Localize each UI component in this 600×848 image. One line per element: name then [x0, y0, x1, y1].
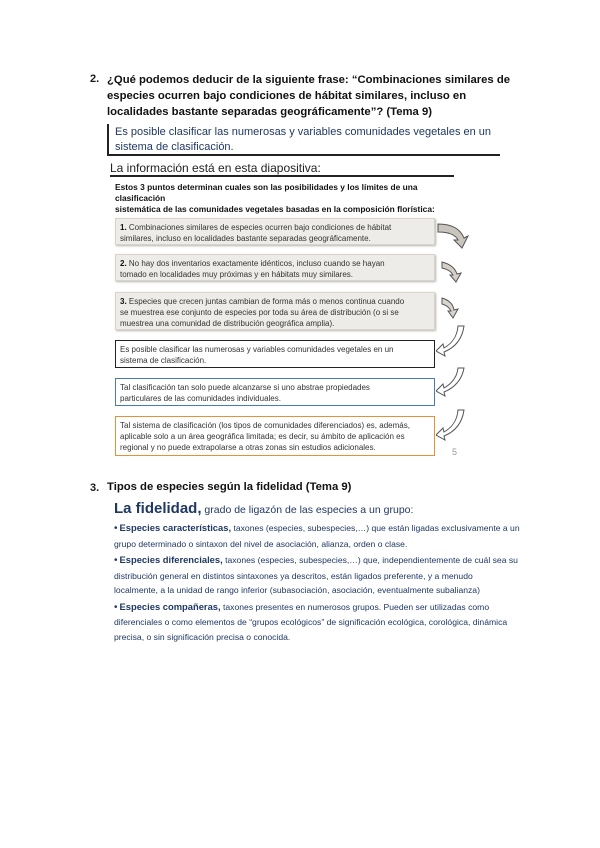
item-text: precisa, o sin significación precisa o conocida.: [114, 631, 291, 642]
slide-page-number: 5: [452, 447, 458, 457]
slide-intro-line: sistemática de las comunidades vegetales basadas en la composición florística:: [115, 204, 435, 214]
question-2-line: ¿Qué podemos deducir de la siguiente frase: “Combinaciones similares de: [107, 74, 511, 86]
question-2-number: 2.: [90, 73, 100, 85]
bullet-icon: •: [114, 601, 118, 613]
fidelity-definition: grado de ligazón de las especies a un grupo:: [201, 504, 414, 516]
point-number: 1.: [120, 223, 127, 232]
item-text: diferenciales o como elementos de “grupos ecológicos” de significación ecológica, corológica, dinámica: [114, 617, 508, 627]
point-number: 3.: [120, 297, 127, 306]
conclusion-line: Tal sistema de clasificación (los tipos de comunidades diferenciados) es, además,: [120, 421, 410, 430]
point-text: Especies que crecen juntas cambian de forma más o menos continua cuando: [126, 297, 405, 306]
slide-intro-line: Estos 3 puntos determinan cuales son las posibilidades y los límites de una clasificación: [115, 182, 418, 203]
curved-arrow-icon: [436, 410, 464, 440]
species-term: Especies diferenciales,: [119, 554, 223, 565]
item-text: taxones (especies, subespecies,…) que están ligadas exclusivamente a un: [231, 523, 520, 533]
info-label: La información está en esta diapositiva:: [110, 161, 321, 175]
point-line: [120, 296, 430, 307]
question-2-line: especies ocurren bajo condiciones de hábitat similares, incluso en: [107, 90, 467, 102]
slide-conclusion-3: [115, 416, 435, 456]
fidelity-term: La fidelidad,: [114, 500, 202, 517]
item-text: localmente, a la unidad de rango inferior (subasociación, asociación, eventualmente subalianza): [114, 585, 480, 595]
conclusion-line: particulares de las comunidades individuales.: [120, 394, 281, 403]
point-line: muestrea una comunidad de distribución geográfica amplia).: [120, 319, 335, 328]
conclusion-line: regional y no puede extrapolarse a otras zonas sin estudios adicionales.: [120, 443, 376, 452]
slide-arrows: [436, 218, 472, 458]
conclusion-line: Es posible clasificar las numerosas y variables comunidades vegetales en un: [120, 345, 394, 354]
conclusion-line: aplicable solo a un área geográfica limitada; es decir, su ámbito de aplicación es: [120, 432, 405, 441]
item-text: taxones presentes en numerosos grupos. Pueden ser utilizadas como: [220, 601, 490, 612]
point-line: tomado en localidades muy próximas y en hábitats muy similares.: [120, 270, 353, 279]
list-item: [114, 521, 574, 551]
point-line: similares, incluso en localidades bastante separadas geográficamente.: [120, 234, 371, 243]
answer-box: [107, 124, 500, 156]
item-text: distribución general en distintos sintaxones ya descritos, están ligados preferente, y a menudo: [114, 570, 473, 581]
question-2-text: [107, 72, 547, 120]
conclusion-line: sistema de clasificación.: [120, 356, 207, 365]
point-line: [120, 222, 430, 233]
point-line: se muestrea ese conjunto de especies por toda su área de distribución (o si se: [120, 308, 399, 317]
fidelity-list: [114, 521, 574, 644]
slide-conclusion-2: [115, 378, 435, 406]
slide-point-1: [115, 218, 435, 245]
curved-arrow-icon: [438, 224, 468, 248]
answer-line: Es posible clasificar las numerosas y variables comunidades vegetales en un: [115, 126, 492, 138]
info-divider: [110, 175, 454, 177]
curved-arrow-icon: [442, 262, 461, 282]
list-item: [114, 600, 574, 645]
bullet-icon: •: [114, 523, 118, 534]
slide-intro: [115, 182, 465, 215]
point-number: 2.: [120, 259, 127, 268]
slide-conclusion-1: [115, 340, 435, 368]
point-text: No hay dos inventarios exactamente idénticos, incluso cuando se hayan: [126, 259, 385, 268]
section-3-number: 3.: [90, 482, 100, 494]
slide-point-2: [115, 254, 435, 281]
species-term: Especies características,: [119, 522, 232, 533]
point-line: [120, 258, 430, 269]
question-2-line: localidades bastante separadas geográficamente”? (Tema 9): [107, 106, 433, 118]
point-text: Combinaciones similares de especies ocurren bajo condiciones de hábitat: [126, 223, 392, 232]
bullet-icon: •: [114, 555, 118, 566]
species-term: Especies compañeras,: [119, 600, 221, 612]
slide-point-3: [115, 292, 435, 330]
item-text: taxones (especies, subespecies,…) que, independientemente de cuál sea su: [222, 555, 518, 565]
curved-arrow-icon: [442, 298, 458, 318]
answer-line: sistema de clasificación.: [115, 141, 234, 153]
curved-arrow-icon: [436, 368, 464, 396]
fidelity-heading: [114, 500, 413, 518]
section-3-title: Tipos de especies según la fidelidad (Tema 9): [107, 481, 352, 493]
list-item: [114, 553, 574, 598]
item-text: grupo determinado o sintaxon del nivel de asociación, alianza, orden o clase.: [114, 538, 408, 549]
curved-arrow-icon: [436, 326, 464, 356]
conclusion-line: Tal clasificación tan solo puede alcanzarse si uno abstrae propiedades: [120, 383, 370, 392]
